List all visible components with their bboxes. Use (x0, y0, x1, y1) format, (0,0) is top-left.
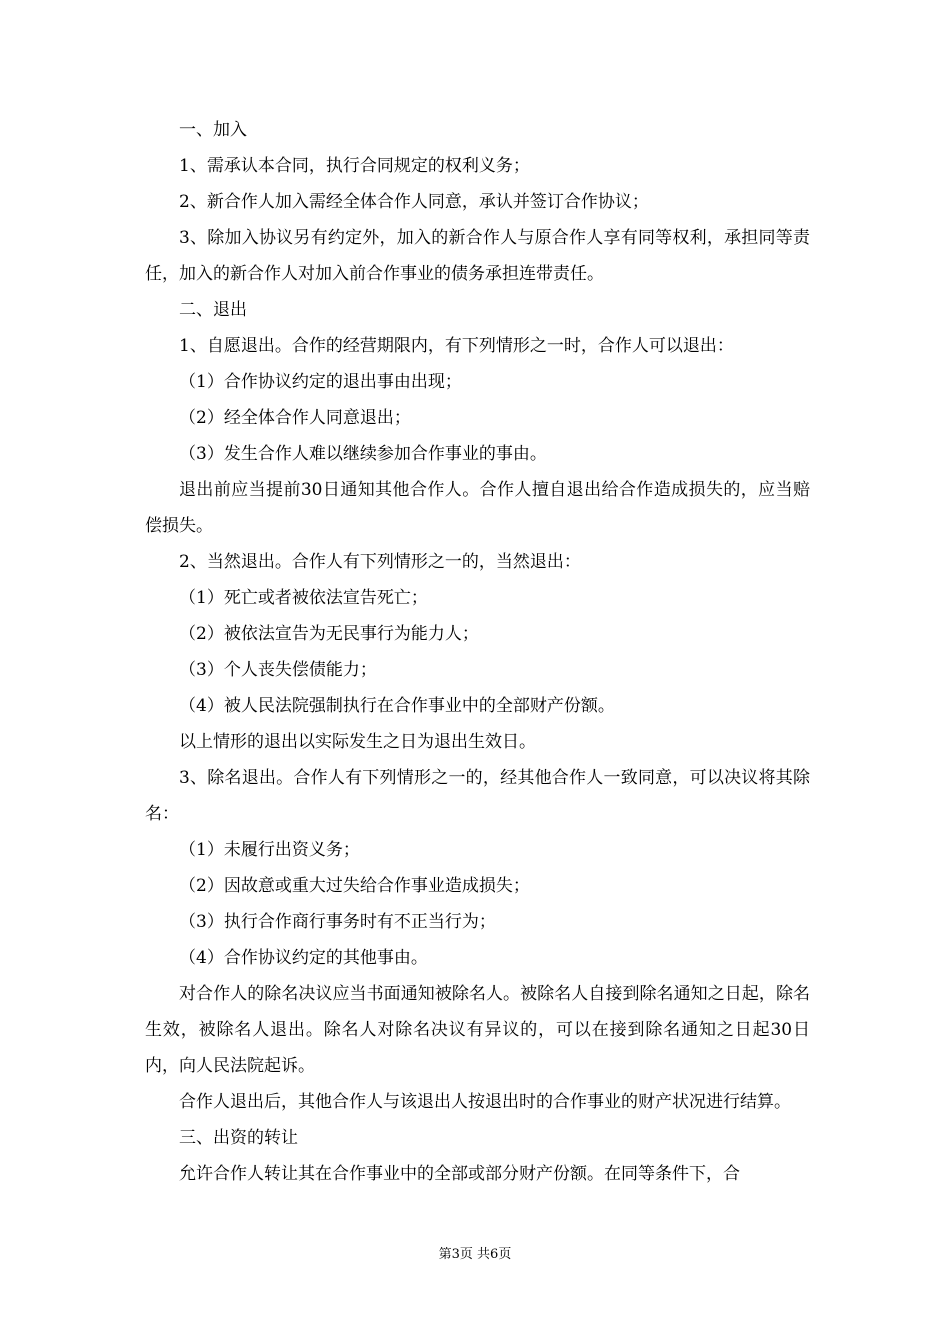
list-item: （2）因故意或重大过失给合作事业造成损失； (179, 876, 530, 896)
paragraph: 3、除加入协议另有约定外，加入的新合作人与原合作人享有同等权利，承担同等责任，加入的新合作人对加入前合作事业的债务承担连带责任。 (145, 228, 810, 284)
paragraph: 允许合作人转让其在合作事业中的全部或部分财产份额。在同等条件下，合 (179, 1164, 740, 1184)
paragraph: 退出前应当提前30日通知其他合作人。合作人擅自退出给合作造成损失的，应当赔偿损失。 (145, 480, 810, 536)
paragraph: 2、新合作人加入需经全体合作人同意，承认并签订合作协议； (179, 192, 649, 212)
list-item: （1）未履行出资义务； (179, 840, 360, 860)
paragraph: 1、需承认本合同，执行合同规定的权利义务； (179, 156, 530, 176)
list-item: （1）死亡或者被依法宣告死亡； (179, 588, 428, 608)
section-heading-exit: 二、退出 (179, 300, 247, 320)
paragraph: 1、自愿退出。合作的经营期限内，有下列情形之一时，合作人可以退出： (179, 336, 734, 356)
paragraph: 2、当然退出。合作人有下列情形之一的，当然退出： (179, 552, 581, 572)
section-heading-transfer: 三、出资的转让 (179, 1128, 298, 1148)
page-number-footer: 第3页 共6页 (438, 1247, 512, 1262)
list-item: （3）发生合作人难以继续参加合作事业的事由。 (179, 444, 547, 464)
document-body (145, 112, 810, 1192)
paragraph: 3、除名退出。合作人有下列情形之一的，经其他合作人一致同意，可以决议将其除名： (145, 768, 810, 824)
paragraph: 合作人退出后，其他合作人与该退出人按退出时的合作事业的财产状况进行结算。 (179, 1092, 791, 1112)
paragraph: 对合作人的除名决议应当书面通知被除名人。被除名人自接到除名通知之日起，除名生效，被除名人退出。除名人对除名决议有异议的，可以在接到除名通知之日起30日内，向人民法院起诉。 (145, 984, 810, 1076)
paragraph: 以上情形的退出以实际发生之日为退出生效日。 (179, 732, 536, 752)
section-heading-join: 一、加入 (179, 120, 247, 140)
list-item: （2）被依法宣告为无民事行为能力人； (179, 624, 479, 644)
list-item: （4）被人民法院强制执行在合作事业中的全部财产份额。 (179, 696, 615, 716)
list-item: （2）经全体合作人同意退出； (179, 408, 411, 428)
list-item: （3）执行合作商行事务时有不正当行为； (179, 912, 496, 932)
list-item: （3）个人丧失偿债能力； (179, 660, 377, 680)
list-item: （1）合作协议约定的退出事由出现； (179, 372, 462, 392)
list-item: （4）合作协议约定的其他事由。 (179, 948, 428, 968)
